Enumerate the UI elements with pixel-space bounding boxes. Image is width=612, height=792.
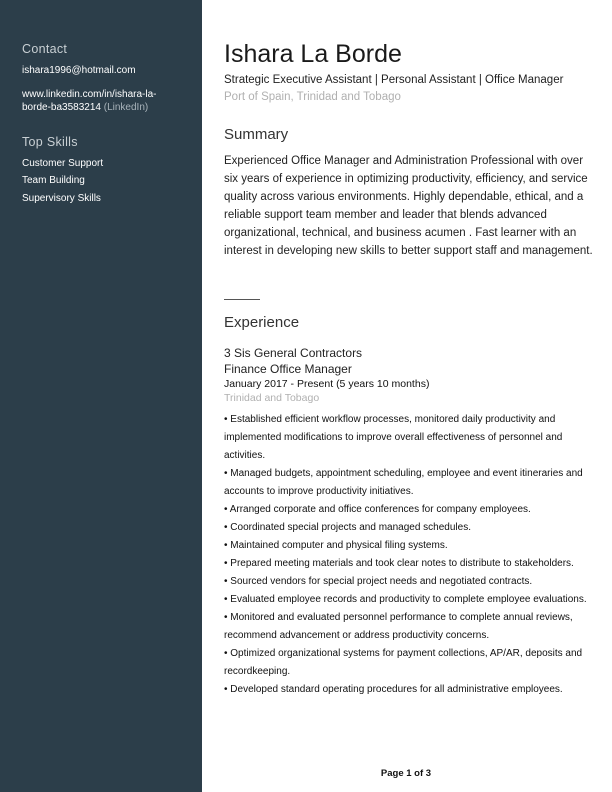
linkedin-label: (LinkedIn) (103, 102, 149, 113)
top-skills-heading: Top Skills (22, 135, 78, 149)
job-dates: January 2017 - Present (5 years 10 months) (224, 378, 430, 390)
email-link[interactable]: ishara1996@hotmail.com (22, 65, 136, 76)
bullet-item: • Developed standard operating procedures for all administrative employees. (224, 684, 563, 695)
headline: Strategic Executive Assistant | Personal Assistant | Office Manager (224, 74, 564, 86)
bullet-item: • Maintained computer and physical filing systems. (224, 540, 448, 551)
skill-item: Team Building (22, 175, 85, 186)
candidate-name: Ishara La Borde (224, 40, 402, 68)
bullet-item: • Managed budgets, appointment scheduling, employee and event itineraries and accounts to improve productivity initiatives. (224, 468, 583, 497)
contact-heading: Contact (22, 42, 68, 56)
job-location: Trinidad and Tobago (224, 392, 320, 404)
bullet-item: • Sourced vendors for special project needs and negotiated contracts. (224, 576, 533, 587)
bullet-item: • Established efficient workflow processes, monitored daily productivity and implemented modifications to improve overall effectiveness of personnel and activities. (224, 414, 563, 461)
bullet-item: • Evaluated employee records and productivity to complete employee evaluations. (224, 594, 587, 605)
linkedin-url-line1: www.linkedin.com/in/ishara-la- (22, 89, 157, 100)
job-bullets (224, 411, 596, 699)
bullet-item: • Prepared meeting materials and took clear notes to distribute to stakeholders. (224, 558, 574, 569)
sidebar (0, 0, 202, 792)
bullet-item: • Coordinated special projects and managed schedules. (224, 522, 471, 533)
job-title: Finance Office Manager (224, 362, 352, 376)
skill-item: Customer Support (22, 158, 104, 169)
linkedin-link[interactable] (22, 88, 157, 114)
linkedin-url-line2: borde-ba3583214 (22, 102, 101, 113)
bullet-item: • Monitored and evaluated personnel performance to complete annual reviews, recommend advancement or address productivity concerns. (224, 612, 573, 641)
summary-text: Experienced Office Manager and Administration Professional with over six years of experience in optimizing productivity, efficiency, and service quality across various environments. Highly dependable, ethical, and a reliable support team member and leader that blends advanced organizational, technical, and business acumen . Fast learner with an interest in developing new skills to better support staff and management. (224, 155, 593, 257)
bullet-item: • Arranged corporate and office conferences for company employees. (224, 504, 531, 515)
skill-item: Supervisory Skills (22, 193, 101, 204)
company-name: 3 Sis General Contractors (224, 346, 363, 360)
section-divider (224, 299, 260, 300)
summary-heading: Summary (224, 126, 289, 143)
page-footer (0, 768, 612, 779)
bullet-item: • Optimized organizational systems for payment collections, AP/AR, deposits and recordkeeping. (224, 648, 583, 677)
page-number: Page 1 of 3 (380, 768, 432, 779)
location: Port of Spain, Trinidad and Tobago (224, 91, 401, 103)
experience-heading: Experience (224, 314, 300, 331)
